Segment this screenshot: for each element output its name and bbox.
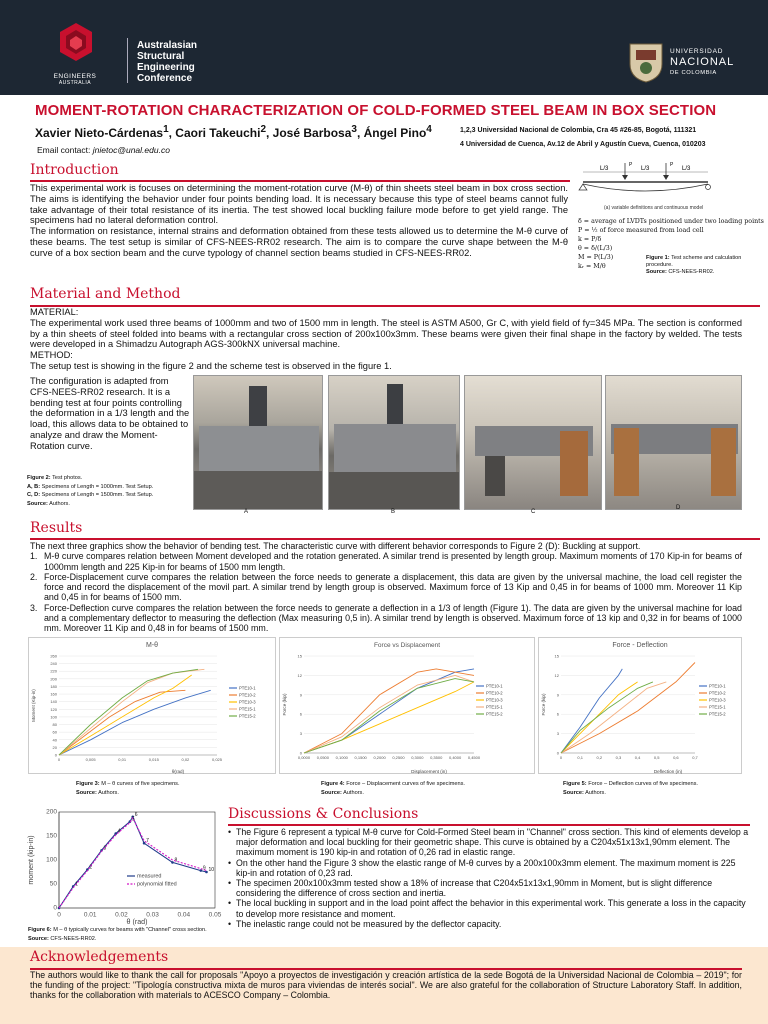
chart-force-deflection xyxy=(538,637,742,774)
x-tick-label: 0,3500 xyxy=(430,755,443,760)
chart2-svg xyxy=(280,638,536,775)
series-line-PTE10-3 xyxy=(59,675,192,755)
x-tick-label: 0,0000 xyxy=(297,755,311,760)
photo-a xyxy=(193,375,323,510)
y-tick-label: 0 xyxy=(53,904,57,912)
y-tick-label: 12 xyxy=(297,672,302,678)
chart3-svg xyxy=(539,638,743,775)
point-label: 4 xyxy=(117,828,121,835)
y-tick-label: 240 xyxy=(50,661,57,667)
fig1-span-2: L/3 xyxy=(641,166,650,172)
point-label: 7 xyxy=(146,838,149,845)
discussion-bullet-1: • The Figure 6 represent a typical M-θ curve for Cold-Formed Steel beam in "Channel" cross section. This kind of elements develop a major deformation and local buckling for their geometric shape. This curve is obtained by a C204x51x13x1,90mm element. The maximum moment is 190 kip-in and rotation of 0,26 rad in elastic range. xyxy=(228,827,750,858)
x-tick-label: 0,2 xyxy=(596,755,603,760)
x-tick-label: 0,2500 xyxy=(392,755,405,760)
method-text: The configuration is adapted from CFS-NEES-RR02 research. It is a bending test at four points controlling the deformation in a 1/3 length and the load, this allows data to be obtained to analyze and draw the Moment-Rotation curve. xyxy=(30,376,190,451)
discussion-rule xyxy=(228,824,750,826)
unal-seal-icon xyxy=(626,40,666,84)
legend-label: polynomial fitted xyxy=(137,881,177,888)
series-line-PTE10-1 xyxy=(561,669,622,753)
fig1-p-2: P xyxy=(670,162,674,168)
legend-label: PTE15-2 xyxy=(239,713,256,719)
y-tick-label: 0 xyxy=(556,750,559,756)
fig5-caption: Figure 5: Force – Deflection curves of five specimens. Source: Authors. xyxy=(563,781,698,796)
intro-rule xyxy=(30,180,570,182)
legend-label: PTE10-3 xyxy=(486,697,503,703)
y-tick-label: 160 xyxy=(50,691,57,697)
legend-label: PTE10-1 xyxy=(709,683,726,689)
discussion-bullet-2: • On the other hand the Figure 3 show the elastic range of M-θ curves by a 200x100x3mm element. The maximum moment is 225 kip-in and rotation of 0,23 rad. xyxy=(228,858,750,878)
y-tick-label: 120 xyxy=(50,706,57,712)
chart3-title: Force - Deflection xyxy=(612,642,668,649)
authors: Xavier Nieto-Cárdenas$^1$, Caori Takeuchi$^2$, José Barbosa$^3$, Ángel Pino$^4$ xyxy=(35,124,432,140)
series-line-polynomial-fitted xyxy=(59,818,207,908)
header-divider xyxy=(127,38,128,83)
x-tick-label: 0,7 xyxy=(692,755,698,760)
fig1-p-1: P xyxy=(629,162,633,168)
chart1-svg xyxy=(29,638,277,775)
data-point xyxy=(200,869,203,872)
point-label: 6 xyxy=(134,811,138,818)
discussion-bullet-4: • The local buckling in support and in the load point affect the behavior in this experimental work. This generate a loss in the capacity to develop more resistance and moment. xyxy=(228,898,750,918)
fig4-caption: Figure 4: Force – Displacement curves of five specimens. Source: Authors. xyxy=(321,781,465,796)
series-line-PTE10-1 xyxy=(59,690,211,755)
contact-email[interactable]: jnietoc@unal.edu.co xyxy=(92,145,170,155)
y-tick-label: 100 xyxy=(46,856,57,864)
x-tick-label: 0,3 xyxy=(615,755,622,760)
chart2-title: Force vs Displacement xyxy=(373,642,441,649)
unal-line3: DE COLOMBIA xyxy=(670,70,717,76)
legend-label: PTE10-1 xyxy=(486,683,503,689)
results-rule xyxy=(30,538,760,540)
x-tick-label: 0.03 xyxy=(146,911,159,919)
photo-c xyxy=(464,375,602,510)
fig1-sublabel: (a) variable definitions and continuous model xyxy=(604,205,704,211)
engineers-australia-logo-icon xyxy=(58,22,94,62)
y-tick-label: 260 xyxy=(50,653,57,659)
y-tick-label: 50 xyxy=(49,880,57,888)
x-tick-label: 0.01 xyxy=(83,911,97,919)
intro-text: This experimental work is focuses on determining the moment-rotation curve (M-θ) of thin sheets steel beam in box cross section. The aims is identifying the behavior under four points bending load. It is necessary because this type of steel beams cannot fully take advantage of their total resistance of its inertia. The test showed local buckling failure mode before to get yield range. The specimens had no lateral deformation control. The information on resistance, internal strains and deformation obtained from these tests allowed us to determine the M-θ curve of these beams. The test setup is similar of CFS-NEES-RR02 research. The aim is to compare the curve shape between the M-θ curve of a box section beam and the curve typology of channel section beams studied in CFS-NEES-RR02. xyxy=(30,183,568,258)
y-tick-label: 200 xyxy=(50,676,57,682)
legend-label: PTE15-1 xyxy=(239,706,256,712)
x-axis-label: θ (rad) xyxy=(126,918,148,926)
point-label: 3 xyxy=(103,845,107,852)
y-tick-label: 200 xyxy=(46,808,57,816)
y-tick-label: 15 xyxy=(554,653,559,659)
legend-label: PTE15-1 xyxy=(486,704,503,710)
series-line-PTE15-2 xyxy=(561,682,653,753)
x-tick-label: 0 xyxy=(57,757,61,762)
legend-label: PTE10-3 xyxy=(709,697,726,703)
x-tick-label: 0,0500 xyxy=(316,755,330,760)
y-tick-label: 9 xyxy=(299,692,302,698)
fig3-caption: Figure 3: M – θ curves of five specimens. Source: Authors. xyxy=(76,781,180,796)
x-tick-label: 0.02 xyxy=(115,911,128,919)
engineers-sub: AUSTRALIA xyxy=(58,80,92,86)
series-line-PTE15-1 xyxy=(561,682,666,753)
y-tick-label: 100 xyxy=(50,714,57,720)
legend-label: PTE10-3 xyxy=(239,699,256,705)
fig1-equations: δ = average of LVDTs positioned under two loading points P = ½ of force measured from load cell k = P/δ θ = δ/(L/3) M = P(L/3) kᵣ = M/θ xyxy=(578,218,764,270)
legend-label: PTE10-2 xyxy=(239,692,256,698)
fig1-span-1: L/3 xyxy=(600,166,609,172)
discussion-bullet-3: • The specimen 200x100x3mm tested show a 18% of increase that C204x51x13x1,90mm in Moment, but is slight difference considering the difference of cross section and inertia. xyxy=(228,878,750,898)
results-item-1: 1. M-θ curve compares relation between Moment developed and the rotation generated. A similar trend is presented by length group. Maximum moments of 170 Kip-in for beams of 1000mm length and 225 Kip-in for beams of 1500 mm length. xyxy=(30,551,742,572)
material-text: MATERIAL: The experimental work used three beams of 1000mm and two of 1500 mm in length. The steel is ASTM A500, Gr C, with yield field of fy=345 MPa. The section is conformed by a thin sheets of steel folded into beams with a rectangular cross section of 200x100x3mm. These beams were given their final shape in the factory by welded. The tests were developed in a Shimadzu Autograph AGS-300kNX universal machine. METHOD: The setup test is showing in the figure 2 and the scheme test is observed in the figure 1. xyxy=(30,307,742,371)
poster-header xyxy=(0,0,768,95)
x-tick-label: 0,5 xyxy=(653,755,660,760)
y-tick-label: 20 xyxy=(52,744,57,750)
point-label: 1 xyxy=(75,881,78,888)
discussion-heading: Discussions & Conclusions xyxy=(228,806,419,822)
x-axis-label: Displacement (in) xyxy=(411,769,447,774)
photo-label-c: C xyxy=(531,509,536,515)
y-tick-label: 0 xyxy=(299,750,302,756)
photo-label-d: D xyxy=(676,505,681,511)
legend-label: PTE10-2 xyxy=(709,690,726,696)
y-tick-label: 9 xyxy=(556,692,559,698)
x-tick-label: 0,015 xyxy=(148,757,159,762)
chart1-title: M-θ xyxy=(145,642,159,649)
point-label: 9 xyxy=(202,865,206,872)
legend-label: PTE10-2 xyxy=(486,690,503,696)
legend-label: PTE15-1 xyxy=(709,704,726,710)
legend-label: PTE15-2 xyxy=(486,711,503,717)
x-tick-label: 0 xyxy=(57,911,61,919)
y-axis-label: Force (kip) xyxy=(541,693,546,716)
x-tick-label: 0.04 xyxy=(177,911,191,919)
x-tick-label: 0.05 xyxy=(208,911,222,919)
x-tick-label: 0,4000 xyxy=(448,755,462,760)
y-tick-label: 15 xyxy=(297,653,302,659)
fig2-caption: Figure 2: Test photos. A, B: Specimens of Length = 1000mm. Test Setup. C, D: Specimens of Length = 1500mm. Test Setup. Source: Authors. xyxy=(27,475,154,507)
y-tick-label: 6 xyxy=(556,711,559,717)
x-tick-label: 0,02 xyxy=(181,757,190,762)
y-tick-label: 12 xyxy=(554,672,559,678)
x-tick-label: 0,025 xyxy=(211,757,223,762)
photo-label-a: A xyxy=(244,509,249,515)
contact: Email contact: jnietoc@unal.edu.co xyxy=(37,145,170,155)
point-label: 10 xyxy=(208,867,215,873)
x-tick-label: 0,2000 xyxy=(373,755,386,760)
y-tick-label: 150 xyxy=(46,832,57,840)
data-point xyxy=(171,861,174,864)
unal-line1: UNIVERSIDAD xyxy=(670,48,724,55)
x-axis-label: θ(rad) xyxy=(171,769,185,774)
conference-name: Australasian Structural Engineering Conference xyxy=(137,40,198,84)
affiliations: 1,2,3 Universidad Nacional de Colombia, Cra 45 #26-85, Bogotá, 111321 4 Universidad de Cuenca, Av.12 de Abril y Agustín Cueva, Cuenca, 010203 xyxy=(460,127,706,148)
y-axis-label: moment (kip-in) xyxy=(27,835,35,885)
results-heading: Results xyxy=(30,520,83,536)
legend-label: measured xyxy=(137,873,162,880)
discussion-text xyxy=(228,827,750,929)
y-tick-label: 40 xyxy=(52,737,57,743)
fig1-span-3: L/3 xyxy=(682,166,691,172)
photo-d xyxy=(605,375,742,510)
results-item-2: 2. Force-Displacement curve compares the relation between the force needs to generate a displacement, this data are given by the universal machine, the load cell register the force and record the displacement of the movil part. A similar trend by length group is observed. Maximum force of 13 Kip and 0,45 in for beams of 1000 mm. Moreover 11 Kip and 0,45 in for beams of 1500 mm. xyxy=(30,571,742,603)
x-tick-label: 0,6 xyxy=(673,755,679,760)
x-tick-label: 0 xyxy=(559,755,563,760)
y-tick-label: 140 xyxy=(50,699,57,705)
chart-force-displacement xyxy=(279,637,535,774)
x-tick-label: 0,1000 xyxy=(335,755,348,760)
x-tick-label: 0,4500 xyxy=(467,755,481,760)
y-tick-label: 3 xyxy=(556,731,559,737)
series-line-PTE10-2 xyxy=(304,669,474,753)
x-tick-label: 0,01 xyxy=(118,757,127,762)
material-heading: Material and Method xyxy=(30,286,181,302)
y-tick-label: 180 xyxy=(50,683,57,689)
y-tick-label: 220 xyxy=(50,668,57,674)
y-tick-label: 6 xyxy=(299,711,302,717)
ack-text: The authors would like to thank the call for proposals "Apoyo a proyectos de investigación y creación artística de la sede Bogotá de la Universidad Nacional de Colombia – 2019"; for the funding of the project: "Tipología constructiva mixta de muros para viviendas de interés social". We are also grateful for the collaboration of Structure Laboratory Staff. In addition, thanks for the collaboration with materials to ACESCO Company – Colombia. xyxy=(30,970,742,1001)
x-axis-label: Deflection (in) xyxy=(653,769,683,774)
fig1-caption: Figure 1: Test scheme and calculation procedure. Source: CFS-NEES-RR02. xyxy=(646,255,742,275)
results-item-3: 3. Force-Deflection curve compares the relation between the force needs to generate a deflection in a 1/3 of length (Figure 1). The data are given by the universal machine for load and a complementary deflector to measuring the deflection (Max measuring 0,5 in). A similar trend by length is observed. Maximum force of 13 kip and 0,32 in for beams of 1000 mm. Moreover 11 Kip and 0,48 in for beams of 1500 mm. xyxy=(30,602,742,634)
point-label: 8 xyxy=(174,857,178,864)
acknowledgements-box xyxy=(0,947,768,1024)
y-tick-label: 3 xyxy=(299,731,302,737)
y-axis-label: Force (kip) xyxy=(282,693,287,716)
y-tick-label: 60 xyxy=(52,729,57,735)
results-text: The next three graphics show the behavior of bending test. The characteristic curve with different behavior corresponds to Figure 2 (D): Buckling at support. 1. M-θ curve compares relation between Moment developed and the rotation generated. A similar trend is presented by length group. Maximum moments of 170 Kip-in for beams of 1000mm length and 225 Kip-in for beams of 1500 mm length. 2. Force-Displacement curve compares the relation between the force needs to generate a displacement, this data are given by the universal machine, the load cell register the force and record the displacement of the movil part. A similar trend by length group is observed. Maximum force of 13 Kip and 0,45 in for beams of 1000 mm. Moreover 11 Kip and 0,45 in for beams of 1500 mm. 3. Force-Deflection curve compares the relation between the force needs to generate a deflection in a 1/3 of length (Figure 1). The data are given by the universal machine for load and a complementary deflector to measuring the deflection (Max measuring 0,5 in). A similar trend by length is observed. Maximum force of 13 kip and 0,32 in for beams of 1000 mm. Moreover 11 Kip and 0,48 in for beams of 1500 mm. xyxy=(30,541,742,634)
photo-label-b: B xyxy=(391,509,396,515)
photo-b xyxy=(328,375,460,510)
intro-heading: Introduction xyxy=(30,162,119,178)
unal-logo xyxy=(618,38,768,88)
x-tick-label: 0,3000 xyxy=(411,755,424,760)
y-axis-label: Moment (Kip-in) xyxy=(31,689,36,722)
y-tick-label: 80 xyxy=(52,722,57,728)
unal-line2: NACIONAL xyxy=(670,56,735,68)
legend-label: PTE15-2 xyxy=(709,711,726,717)
fig6-caption: Figure 6: M – θ typically curves for beams with "Channel" cross section. Source: CFS-NEES-RR02. xyxy=(28,927,207,942)
x-tick-label: 0,005 xyxy=(85,757,96,762)
x-tick-label: 0,1500 xyxy=(354,755,367,760)
series-line-measured xyxy=(59,817,207,908)
figure6-chart xyxy=(27,806,223,926)
point-label: 2 xyxy=(89,864,93,871)
point-label: 5 xyxy=(131,816,135,823)
x-tick-label: 0,1 xyxy=(577,755,583,760)
legend-label: PTE10-1 xyxy=(239,685,256,691)
discussion-bullet-5: • The inelastic range could not be measured by the deflector capacity. xyxy=(228,919,750,929)
engineers-label: ENGINEERS AUSTRALIA xyxy=(40,73,110,86)
poster-title: MOMENT-ROTATION CHARACTERIZATION OF COLD-FORMED STEEL BEAM IN BOX SECTION xyxy=(35,102,717,119)
y-tick-label: 0 xyxy=(54,752,57,758)
chart-m-theta xyxy=(28,637,276,774)
ack-heading: Acknowledgements xyxy=(30,949,169,965)
x-tick-label: 0,4 xyxy=(634,755,641,760)
data-point xyxy=(143,842,146,845)
